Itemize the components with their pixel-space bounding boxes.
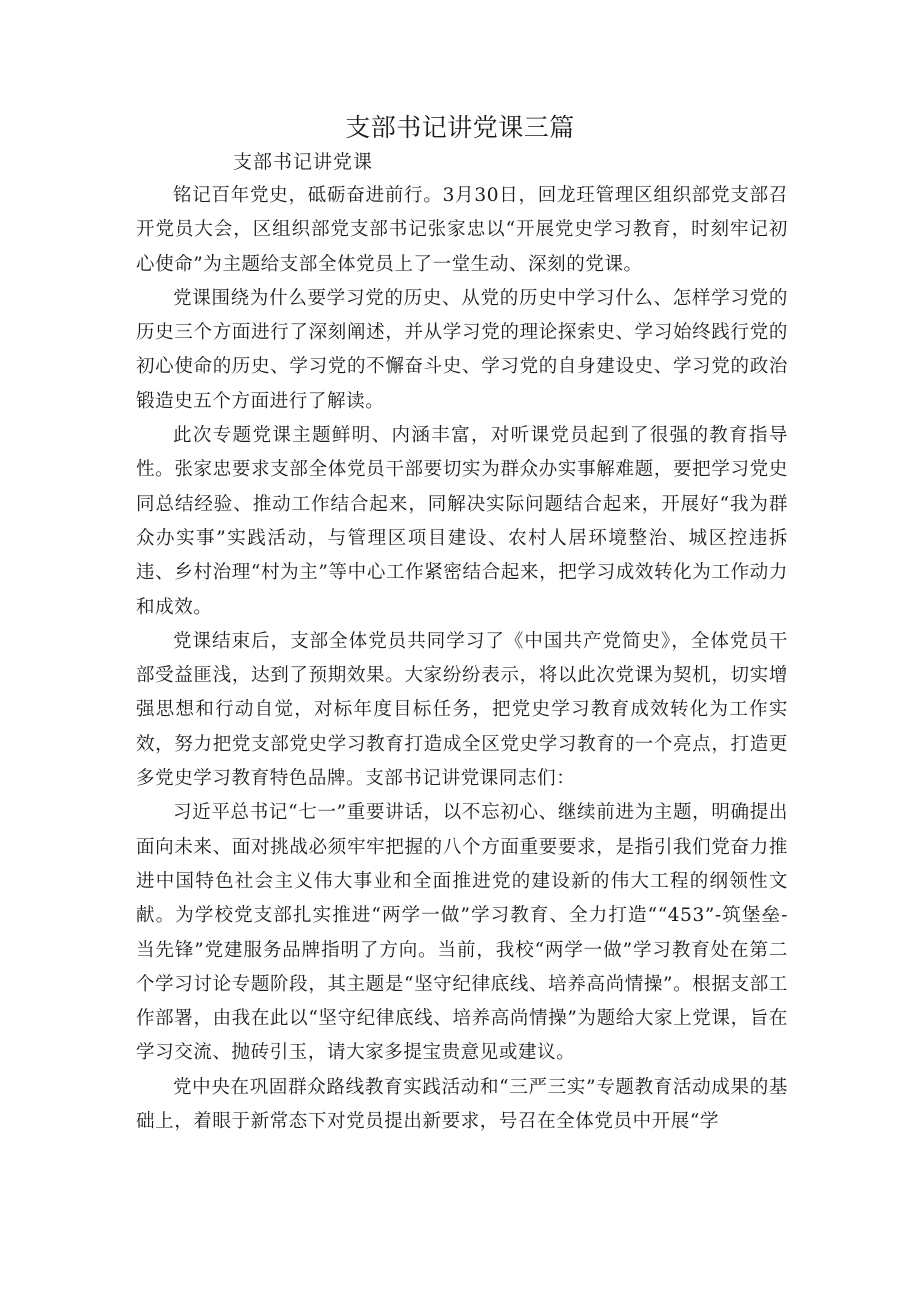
paragraph-6: 党中央在巩固群众路线教育实践活动和“三严三实”专题教育活动成果的基础上，着眼于新常态下对党员提出新要求，号召在全体党员中开展“学 — [136, 1076, 788, 1133]
paragraph-1: 铭记百年党史，砥砺奋进前行。3月30日，回龙玨管理区组织部党支部召开党员大会，区组织部党支部书记张家忠以“开展党史学习教育，时刻牢记初心使命”为主题给支部全体党员上了一堂生动、深刻的党课。 — [136, 185, 788, 275]
document-subtitle: 支部书记讲党课 — [233, 151, 374, 173]
paragraph-2: 党课围绕为什么要学习党的历史、从党的历史中学习什么、怎样学习党的历史三个方面进行了深刻阐述，并从学习党的理论探索史、学习始终践行党的初心使命的历史、学习党的不懈奋斗史、学习党的自身建设史、学习党的政治锻造史五个方面进行了解读。 — [136, 287, 788, 412]
paragraph-4: 党课结束后，支部全体党员共同学习了《中国共产党简史》，全体党员干部受益匪浅，达到了预期效果。大家纷纷表示，将以此次党课为契机，切实增强思想和行动自觉，对标年度目标任务，把党史学习教育成效转化为工作实效，努力把党支部党史学习教育打造成全区党史学习教育的一个亮点，打造更多党史学习教育特色品牌。支部书记讲党课同志们： — [136, 630, 788, 790]
document-title: 支部书记讲党课三篇 — [345, 113, 575, 142]
paragraph-3: 此次专题党课主题鲜明、内涵丰富，对听课党员起到了很强的教育指导性。张家忠要求支部全体党员干部要切实为群众办实事解难题，要把学习党史同总结经验、推动工作结合起来，同解决实际问题结合起来，开展好“我为群众办实事”实践活动，与管理区项目建设、农村人居环境整治、城区控违拆违、乡村治理“村为主”等中心工作紧密结合起来，把学习成效转化为工作动力和成效。 — [136, 425, 788, 618]
document-body — [136, 179, 788, 1139]
paragraph-5: 习近平总书记“七一”重要讲话，以不忘初心、继续前进为主题，明确提出面向未来、面对挑战必须牢牢把握的八个方面重要要求，是指引我们党奋力推进中国特色社会主义伟大事业和全面推进党的建设新的伟大工程的纲领性文献。为学校党支部扎实推进“两学一做”学习教育、全力打造““453”-筑堡垒-当先锋”党建服务品牌指明了方向。当前，我校“两学一做”学习教育处在第二个学习讨论专题阶段，其主题是“坚守纪律底线、培养高尚情操”。根据支部工作部署，由我在此以“坚守纪律底线、培养高尚情操”为题给大家上党课，旨在学习交流、抛砖引玉，请大家多提宝贵意见或建议。 — [136, 802, 788, 1064]
